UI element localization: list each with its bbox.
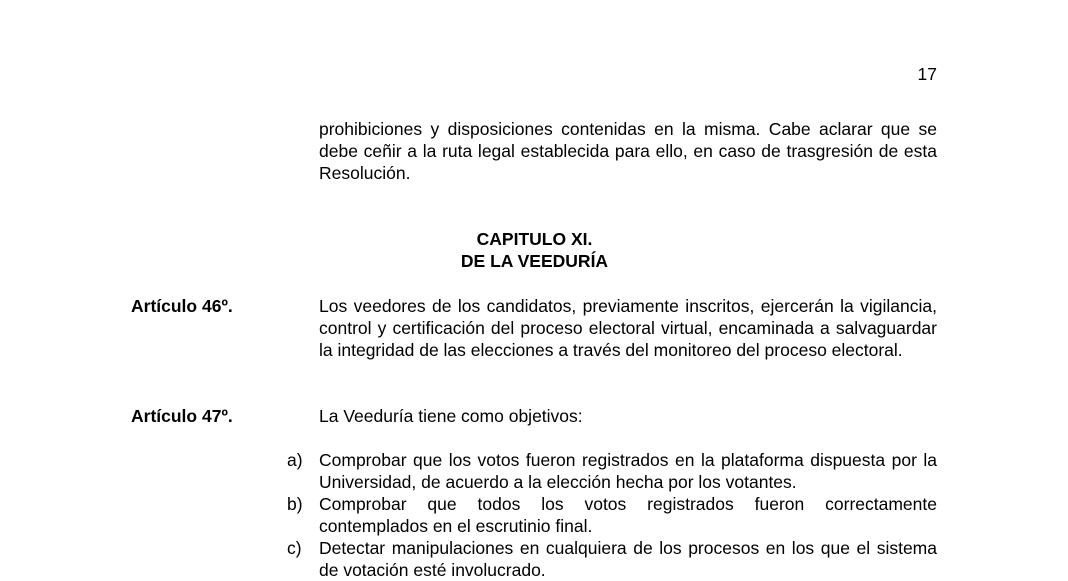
chapter-title: DE LA VEEDURÍA [460, 251, 609, 271]
list-marker: a) [287, 450, 303, 470]
intro-paragraph: prohibiciones y disposiciones contenidas en la misma. Cabe aclarar que se debe ceñir a la ruta legal establecida para ello, en caso de trasgresión de esta Resolución. [319, 119, 937, 183]
list-marker: c) [287, 538, 302, 558]
list-marker: b) [287, 494, 303, 514]
article-46-text: Los veedores de los candidatos, previamente inscritos, ejercerán la vigilancia, control y certificación del proceso electoral virtual, encaminada a salvaguardar la integridad de las elecciones a través del monitoreo del proceso electoral. [319, 296, 937, 360]
article-46-label: Artículo 46º. [131, 296, 233, 316]
chapter-number: CAPITULO XI. [476, 229, 593, 249]
list-item-text: Comprobar que todos los votos registrados fueron correctamente contemplados en el escrutinio final. [319, 494, 937, 536]
list-item-text: Detectar manipulaciones en cualquiera de los procesos en los que el sistema de votación esté involucrado. [319, 538, 937, 580]
article-47-label: Artículo 47º. [131, 406, 233, 426]
list-item-text: Comprobar que los votos fueron registrados en la plataforma dispuesta por la Universidad, de acuerdo a la elección hecha por los votantes. [319, 450, 937, 492]
page-number: 17 [917, 64, 937, 84]
article-47-text: La Veeduría tiene como objetivos: [319, 406, 583, 426]
